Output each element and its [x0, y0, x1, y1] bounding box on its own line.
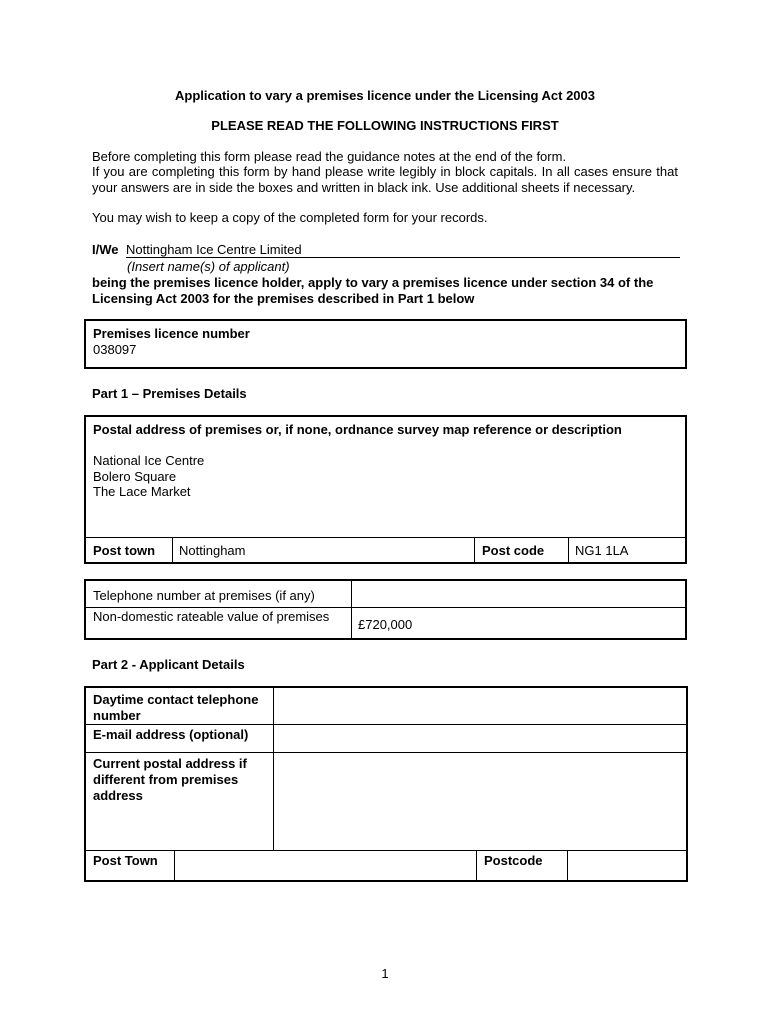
licence-number-box	[84, 319, 687, 369]
email-label: E-mail address (optional)	[93, 727, 249, 742]
extra-box-row-divider	[86, 607, 685, 608]
insert-name-hint: (Insert name(s) of applicant)	[127, 259, 290, 274]
post-code-label: Post code	[482, 543, 545, 558]
page-number: 1	[381, 966, 389, 981]
postcode-value-divider	[567, 850, 568, 880]
premises-extra-box	[84, 579, 687, 640]
postcode-label-left-divider	[476, 850, 477, 880]
post-code-value-divider	[568, 537, 569, 562]
licence-number-label: Premises licence number	[93, 326, 250, 341]
applicant-column-divider	[273, 688, 274, 850]
rateable-value[interactable]: £720,000	[358, 617, 413, 632]
postcode-label-part2: Postcode	[484, 853, 543, 868]
telephone-label: Telephone number at premises (if any)	[93, 588, 315, 603]
post-town-input[interactable]	[176, 851, 475, 880]
form-title: Application to vary a premises licence under the Licensing Act 2003	[175, 88, 595, 103]
instructions-paragraph-2: If you are completing this form by hand please write legibly in block capitals. In all cases ensure that your answers are in side the boxes and written in black ink. Use additional sheets if necessary.	[92, 164, 678, 195]
iwe-label	[92, 242, 119, 257]
address-line-2[interactable]: Bolero Square	[93, 469, 177, 484]
applicant-name: Nottingham Ice Centre Limited	[126, 242, 302, 257]
post-town-divider	[172, 537, 173, 562]
rateable-value-label: Non-domestic rateable value of premises	[93, 609, 330, 624]
instructions-line-1: Before completing this form please read the guidance notes at the end of the form.	[92, 149, 567, 164]
postcode-input[interactable]	[569, 851, 686, 880]
post-town-label-divider	[174, 850, 175, 880]
part1-heading: Part 1 – Premises Details	[92, 386, 247, 401]
instructions-heading: PLEASE READ THE FOLLOWING INSTRUCTIONS FIRST	[211, 118, 559, 133]
applicant-statement: being the premises licence holder, apply to vary a premises licence under section 34 of the Licensing Act 2003 for the premises described in Part 1 below	[92, 275, 654, 306]
post-town-value[interactable]: Nottingham	[179, 543, 246, 558]
post-town-label: Post town	[93, 543, 156, 558]
daytime-telephone-label: Daytime contact telephone number	[93, 692, 259, 723]
address-line-3[interactable]: The Lace Market	[93, 484, 191, 499]
address-line-1[interactable]: National Ice Centre	[93, 453, 205, 468]
part2-heading: Part 2 - Applicant Details	[92, 657, 245, 672]
licence-number-value[interactable]: 038097	[93, 342, 137, 357]
post-town-label-part2: Post Town	[93, 853, 158, 868]
applicant-name-field[interactable]	[126, 242, 680, 258]
instructions-line-3: You may wish to keep a copy of the completed form for your records.	[92, 210, 488, 225]
current-address-label: Current postal address if different from premises address	[93, 756, 247, 803]
iwe-label-text: I/We	[92, 242, 119, 257]
email-input[interactable]	[275, 725, 686, 751]
post-code-label-divider	[474, 537, 475, 562]
applicant-details-box	[84, 686, 688, 882]
daytime-telephone-input[interactable]	[275, 688, 686, 723]
post-code-value[interactable]: NG1 1LA	[575, 543, 629, 558]
post-town-row-divider	[86, 537, 685, 538]
premises-address-label: Postal address of premises or, if none, ordnance survey map reference or description	[93, 422, 622, 437]
current-address-input[interactable]	[275, 753, 686, 849]
premises-address-box	[84, 415, 687, 564]
extra-box-column-divider	[351, 581, 352, 638]
